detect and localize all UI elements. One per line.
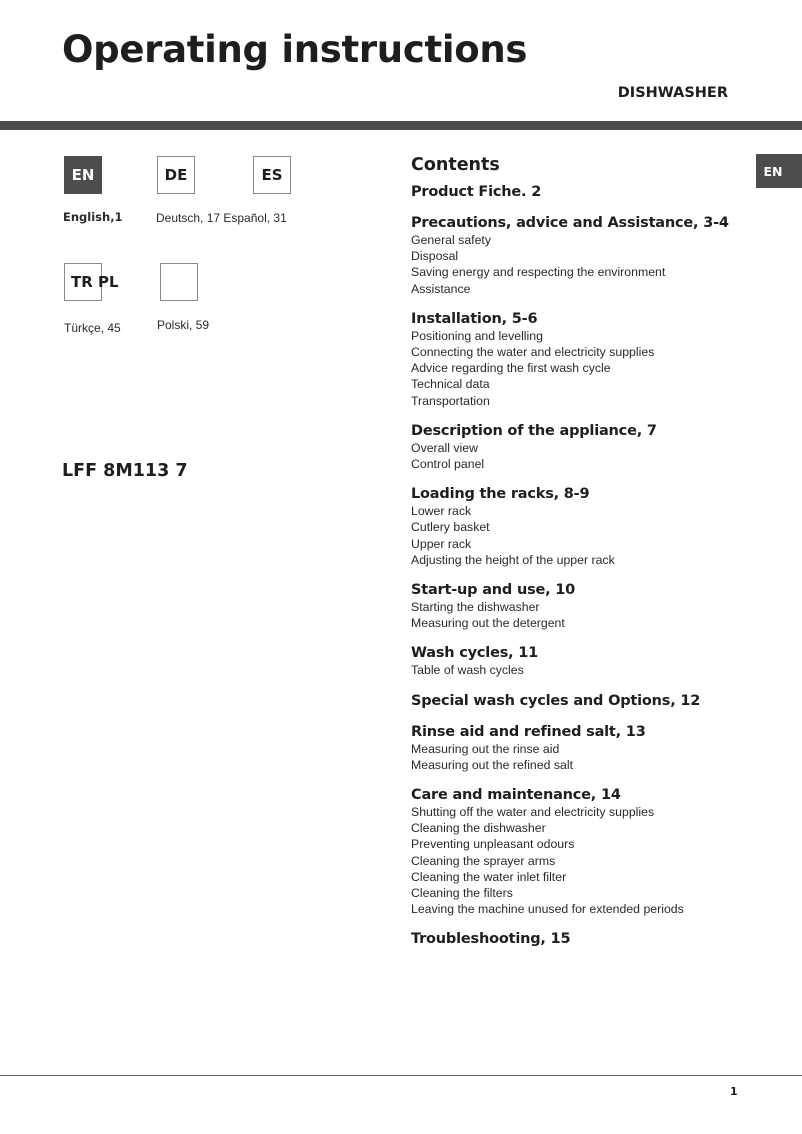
section-topic: Preventing unpleasant odours <box>411 837 575 852</box>
language-caption-deutsch-espanol: Deutsch, 17 Español, 31 <box>156 211 287 225</box>
language-box-es[interactable]: ES <box>253 156 291 194</box>
section-topic: Cutlery basket <box>411 520 490 535</box>
section-topic: Shutting off the water and electricity supplies <box>411 805 655 820</box>
section-title[interactable]: Rinse aid and refined salt, 13 <box>411 723 646 740</box>
section-topic: Cleaning the sprayer arms <box>411 853 556 868</box>
page-title: Operating instructions <box>62 28 528 71</box>
contents-section <box>411 422 751 472</box>
section-topic-list <box>411 328 751 409</box>
section-topic-list <box>411 503 751 568</box>
table-of-contents <box>411 154 751 961</box>
language-caption-english: English,1 <box>63 210 123 224</box>
product-type: DISHWASHER <box>617 85 728 101</box>
section-topic: Cleaning the filters <box>411 886 513 901</box>
section-topic: Technical data <box>411 377 490 392</box>
section-topic: Measuring out the detergent <box>411 616 565 631</box>
header-divider-bar <box>0 121 802 130</box>
section-topic: Advice regarding the first wash cycle <box>411 361 611 376</box>
section-title[interactable]: Loading the racks, 8-9 <box>411 486 590 503</box>
contents-section <box>411 214 751 297</box>
section-topic-list <box>411 741 751 773</box>
section-topic-list <box>411 599 751 631</box>
section-topic-list <box>411 804 751 917</box>
section-topic: Leaving the machine unused for extended periods <box>411 902 684 917</box>
section-topic: Adjusting the height of the upper rack <box>411 552 615 567</box>
footer-divider <box>0 1075 802 1076</box>
section-topic: General safety <box>411 233 491 247</box>
section-topic: Lower rack <box>411 504 472 519</box>
contents-section <box>411 644 751 678</box>
contents-heading: Contents <box>411 155 500 175</box>
contents-section-list <box>411 183 751 948</box>
section-title[interactable]: Care and maintenance, 14 <box>411 787 621 804</box>
contents-section <box>411 183 751 201</box>
contents-section <box>411 485 751 568</box>
section-title[interactable]: Precautions, advice and Assistance, 3-4 <box>411 215 729 231</box>
section-topic: Assistance <box>411 281 471 296</box>
section-title[interactable]: Start-up and use, 10 <box>411 582 576 599</box>
section-topic: Saving energy and respecting the environment <box>411 265 666 280</box>
section-title[interactable]: Product Fiche. 2 <box>411 184 542 200</box>
language-box-en[interactable]: EN <box>64 156 102 194</box>
contents-section <box>411 692 751 710</box>
section-topic: Disposal <box>411 249 459 264</box>
section-title[interactable]: Troubleshooting, 15 <box>411 931 571 948</box>
contents-section <box>411 930 751 948</box>
section-topic: Cleaning the dishwasher <box>411 821 546 836</box>
section-topic: Upper rack <box>411 536 472 551</box>
language-caption-turkce: Türkçe, 45 <box>64 321 121 335</box>
section-topic: Positioning and levelling <box>411 328 543 343</box>
side-language-tab: EN <box>756 154 802 188</box>
section-topic-list <box>411 440 751 472</box>
section-topic-list <box>411 232 751 297</box>
section-topic: Control panel <box>411 457 485 472</box>
section-topic-list <box>411 662 751 678</box>
contents-section <box>411 723 751 773</box>
contents-section <box>411 581 751 631</box>
section-topic: Starting the dishwasher <box>411 600 540 615</box>
section-title[interactable]: Description of the appliance, 7 <box>411 422 657 439</box>
language-box-de[interactable]: DE <box>157 156 195 194</box>
section-topic: Overall view <box>411 440 478 455</box>
section-topic: Measuring out the refined salt <box>411 757 574 772</box>
model-number: LFF 8M113 7 <box>62 461 188 481</box>
section-title[interactable]: Special wash cycles and Options, 12 <box>411 692 701 709</box>
section-topic: Measuring out the rinse aid <box>411 741 560 756</box>
section-topic: Cleaning the water inlet filter <box>411 869 567 884</box>
section-topic: Connecting the water and electricity supplies <box>411 345 655 360</box>
contents-section <box>411 310 751 409</box>
section-topic: Table of wash cycles <box>411 663 524 678</box>
page-number: 1 <box>730 1085 738 1098</box>
section-title[interactable]: Wash cycles, 11 <box>411 645 539 662</box>
section-topic: Transportation <box>411 393 490 408</box>
language-caption-polski: Polski, 59 <box>157 318 210 332</box>
section-title[interactable]: Installation, 5-6 <box>411 310 538 327</box>
language-box-empty[interactable] <box>160 263 198 301</box>
contents-section <box>411 786 751 917</box>
language-box-tr-pl[interactable]: TR PL <box>64 263 102 301</box>
